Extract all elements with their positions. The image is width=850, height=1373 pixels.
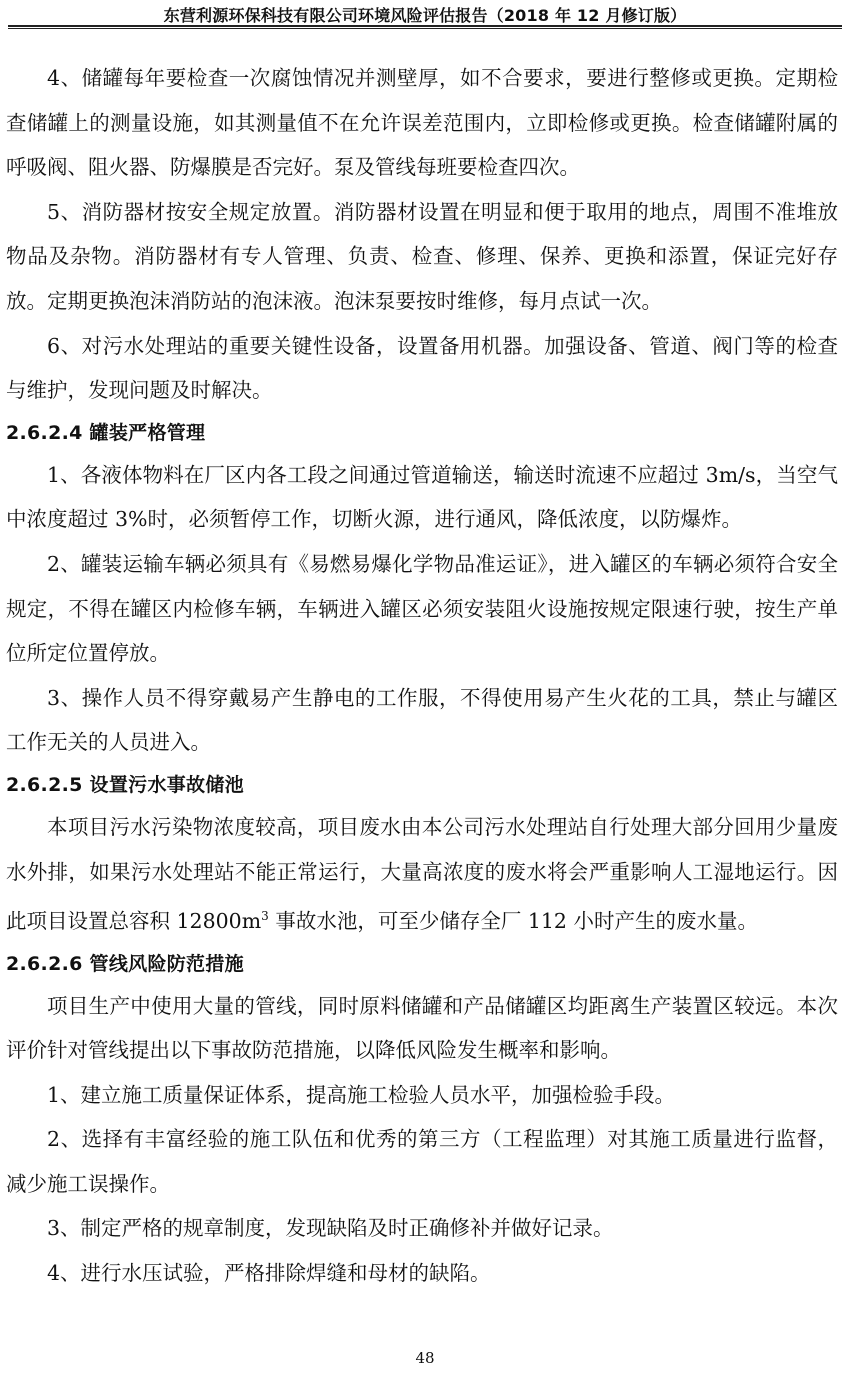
paragraph-tank-inspection: 4、储罐每年要检查一次腐蚀情况并测壁厚，如不合要求，要进行整修或更换。定期检查储罐上的测量设施，如其测量值不在允许误差范围内，立即检修或更换。检查储罐附属的呼吸阀、阻火器、防爆膜是否完好。泵及管线每班要检查四次。	[6, 66, 838, 180]
superscript-3: 3	[261, 909, 269, 924]
paragraph-rules-records: 3、制定严格的规章制度，发现缺陷及时正确修补并做好记录。	[47, 1216, 614, 1241]
document-body	[6, 56, 838, 1296]
paragraph-transport-vehicles: 2、罐装运输车辆必须具有《易燃易爆化学物品准运证》，进入罐区的车辆必须符合安全规定，不得在罐区内检修车辆，车辆进入罐区必须安装阻火设施按规定限速行驶，按生产单位所定位置停放。	[6, 551, 838, 666]
accident-pool-text-a: 本项目污水污染物浓度较高，项目废水由本公司污水处理站自行处理大部分回用少量废水外排，如果污水处理站不能正常运行，大量高浓度的废水将会严重影响人工湿地运行。因此项目设置总容积 12800m	[6, 814, 838, 933]
paragraph-pipeline-intro: 项目生产中使用大量的管线，同时原料储罐和产品储罐区均距离生产装置区较远。本次评价针对管线提出以下事故防范措施，以降低风险发生概率和影响。	[6, 993, 838, 1063]
paragraph-pipeline-transport: 1、各液体物料在厂区内各工段之间通过管道输送，输送时流速不应超过 3m/s，当空气中浓度超过 3%时，必须暂停工作，切断火源，进行通风，降低浓度，以防爆炸。	[6, 462, 838, 532]
section-heading-2-6-2-4: 2.6.2.4 罐装严格管理	[6, 421, 206, 444]
paragraph-quality-system: 1、建立施工质量保证体系，提高施工检验人员水平，加强检验手段。	[47, 1082, 676, 1107]
paragraph-backup-equipment: 6、对污水处理站的重要关键性设备，设置备用机器。加强设备、管道、阀门等的检查与维护，发现问题及时解决。	[6, 333, 838, 403]
accident-pool-text-b: 事故水池，可至少储存全厂 112 小时产生的废水量。	[268, 908, 758, 933]
paragraph-fire-equipment: 5、消防器材按安全规定放置。消防器材设置在明显和便于取用的地点，周围不准堆放物品及杂物。消防器材有专人管理、负责、检查、修理、保养、更换和添置，保证完好存放。定期更换泡沫消防站的泡沫液。泡沫泵要按时维修，每月点试一次。	[6, 199, 838, 313]
paragraph-construction-team: 2、选择有丰富经验的施工队伍和优秀的第三方（工程监理）对其施工质量进行监督，减少施工误操作。	[6, 1127, 838, 1196]
section-heading-2-6-2-6: 2.6.2.6 管线风险防范措施	[6, 952, 244, 975]
paragraph-accident-pool	[6, 805, 838, 944]
header-rule	[8, 25, 842, 27]
page-header	[0, 0, 850, 30]
page-number: 48	[415, 1349, 435, 1367]
paragraph-operator-rules: 3、操作人员不得穿戴易产生静电的工作服，不得使用易产生火花的工具，禁止与罐区工作无关的人员进入。	[6, 685, 838, 755]
paragraph-pressure-test: 4、进行水压试验，严格排除焊缝和母材的缺陷。	[47, 1261, 491, 1286]
header-title: 东营利源环保科技有限公司环境风险评估报告（2018 年 12 月修订版）	[163, 6, 687, 25]
section-heading-2-6-2-5: 2.6.2.5 设置污水事故储池	[6, 773, 244, 796]
header-rule-thin	[8, 28, 842, 29]
